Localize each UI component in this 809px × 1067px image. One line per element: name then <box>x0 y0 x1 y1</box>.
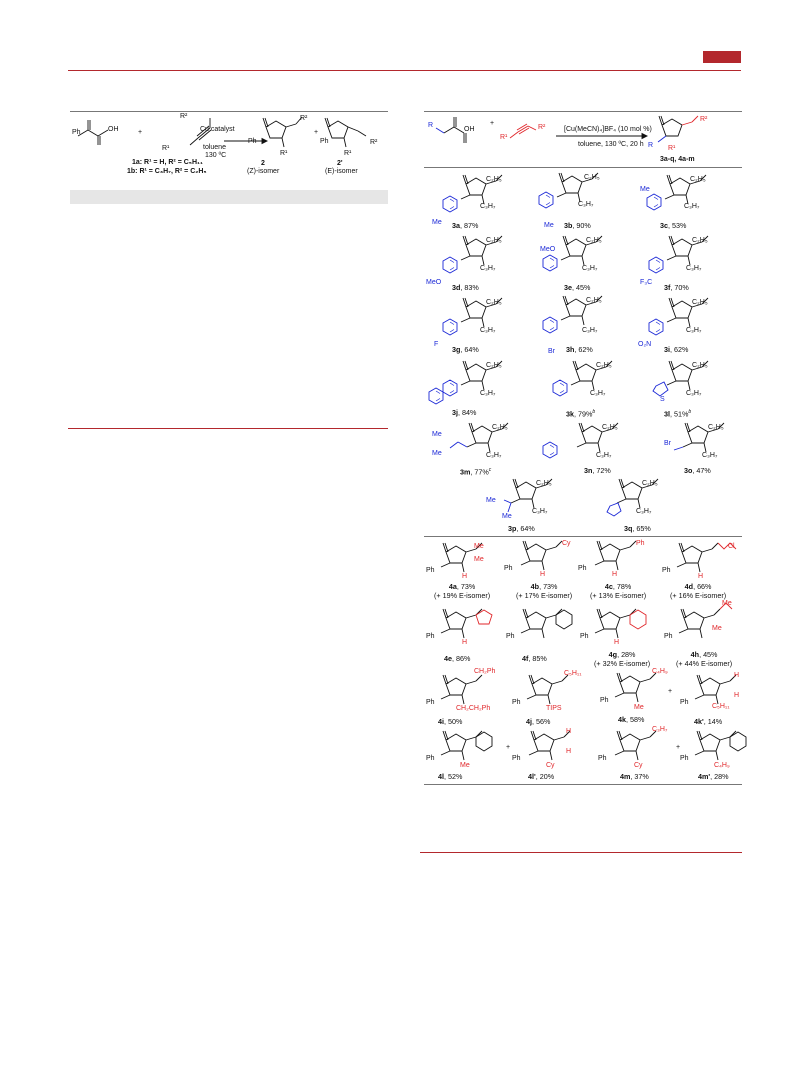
right-product-label: 3a-q, 4a-m <box>660 156 695 163</box>
caption-4d: 4d, 66% (+ 16% E-isomer) <box>670 582 727 600</box>
4b-h: H <box>540 571 546 578</box>
left-oh-fragment: OH <box>108 126 119 133</box>
4c-h: H <box>612 571 618 578</box>
3c-c2h5: C₂H₅ <box>690 176 706 183</box>
4k-me: Me <box>634 704 644 711</box>
3f-substituent: F₃C <box>640 279 653 286</box>
3q-c3h7: C₃H₇ <box>636 508 652 515</box>
4g-ph: Ph <box>580 633 589 640</box>
3a-substituent: Me <box>432 219 442 226</box>
caption-3n: 3n, 72% <box>584 466 611 475</box>
right-conditions: toluene, 130 ºC, 20 h <box>578 141 644 148</box>
3m-me-bottom: Me <box>432 450 442 457</box>
4kp-ph: Ph <box>680 699 689 706</box>
3l-c3h7: C₃H₇ <box>686 390 702 397</box>
right-plus-sign: + <box>490 120 495 127</box>
caption-4f: 4f, 85% <box>522 654 547 663</box>
3g-substituent: F <box>434 341 439 348</box>
4m-ph: Ph <box>598 755 607 762</box>
scheme-bottom-rule <box>424 784 742 785</box>
3j-c2h5: C₂H₅ <box>486 362 502 369</box>
structure-4f <box>516 606 586 646</box>
4kp-h-bottom: H <box>734 692 740 699</box>
compound-1a-label: 1a: R¹ = H, R² = C₅H₁₁ <box>132 159 203 166</box>
3o-substituent: Br <box>664 440 671 447</box>
4b-ph: Ph <box>504 565 513 572</box>
4a-me-bottom: Me <box>474 556 484 563</box>
right-product-r2: R² <box>700 116 708 123</box>
structure-4h <box>674 606 744 646</box>
4a-ph: Ph <box>426 567 435 574</box>
3i-substituent: O₂N <box>638 341 652 348</box>
4e-h: H <box>462 639 468 646</box>
caption-4i: 4i, 50% <box>438 717 463 726</box>
3c-c3h7: C₃H₇ <box>684 203 700 210</box>
3n-c2h5: C₂H₅ <box>602 424 618 431</box>
caption-3m: 3m, 77%$^c$ <box>460 467 492 477</box>
right-product-r: R <box>648 142 654 149</box>
4k-c4h9: C₄H₉ <box>652 668 668 675</box>
4i-ch2ph: CH₂Ph <box>474 668 496 675</box>
3i-c2h5: C₂H₅ <box>692 299 708 306</box>
3p-me-bottom: Me <box>502 513 512 520</box>
caption-3c: 3c, 53% <box>660 221 687 230</box>
structure-4l <box>436 728 506 768</box>
3k-c3h7: C₃H₇ <box>590 390 606 397</box>
3d-c3h7: C₃H₇ <box>480 265 496 272</box>
4lp-h-bottom: H <box>566 748 572 755</box>
left-plus-sign-2: + <box>314 129 319 136</box>
caption-4a: 4a, 73% (+ 19% E-isomer) <box>434 582 491 600</box>
3e-c3h7: C₃H₇ <box>582 265 598 272</box>
left-alkyne-r2: R² <box>180 113 188 120</box>
caption-4m-prime: 4m', 28% <box>698 772 729 781</box>
4h-me-top: Me <box>722 600 732 607</box>
4i-ch2ch2ph: CH₂CH₂Ph <box>456 705 491 712</box>
4k-ph: Ph <box>600 697 609 704</box>
4lp-h-top: H <box>566 728 572 735</box>
left-column-section-rule <box>68 428 388 429</box>
caption-3e: 3e, 45% <box>564 283 591 292</box>
4l-me: Me <box>460 762 470 769</box>
right-oh-fragment: OH <box>464 126 475 133</box>
left-ph-fragment: Ph <box>72 129 81 136</box>
series-3-divider <box>424 536 742 537</box>
4h-ph: Ph <box>664 633 673 640</box>
caption-4m: 4m, 37% <box>620 772 649 781</box>
table-header-band <box>70 190 388 204</box>
product-2-label: 2 <box>261 160 265 167</box>
product-2-r1: R¹ <box>280 150 288 157</box>
4c-ph: Ph <box>636 540 645 547</box>
product-2-isomer: (Z)-isomer <box>247 168 280 175</box>
3f-c2h5: C₂H₅ <box>692 237 708 244</box>
right-reagent: [Cu(MeCN)₄]BF₄ (10 mol %) <box>564 126 652 133</box>
4lp-cy: Cy <box>546 762 555 769</box>
caption-4b: 4b, 73% (+ 17% E-isomer) <box>516 582 573 600</box>
caption-3p: 3p, 64% <box>508 524 535 533</box>
3h-c2h5: C₂H₅ <box>586 297 602 304</box>
3b-c3h7: C₃H₇ <box>578 201 594 208</box>
3h-c3h7: C₃H₇ <box>582 327 598 334</box>
3a-c2h5: C₂H₅ <box>486 176 502 183</box>
right-reaction-scheme <box>424 112 744 164</box>
plus-4m: + <box>676 744 681 751</box>
caption-4l: 4l, 52% <box>438 772 463 781</box>
right-r-group: R <box>428 122 434 129</box>
caption-3f: 3f, 70% <box>664 283 689 292</box>
4m-c3h7: C₃H₇ <box>652 726 668 733</box>
3o-c2h5: C₂H₅ <box>708 424 724 431</box>
3d-substituent: MeO <box>426 279 442 286</box>
4a-h: H <box>462 573 468 580</box>
caption-3b: 3b, 90% <box>564 221 591 230</box>
4c-ph-ring: Ph <box>578 565 587 572</box>
4j-tips: TIPS <box>546 705 562 712</box>
3c-substituent: Me <box>640 186 650 193</box>
caption-3h: 3h, 62% <box>566 345 593 354</box>
4h-me-bottom: Me <box>712 625 722 632</box>
3g-c3h7: C₃H₇ <box>480 327 496 334</box>
3p-c3h7: C₃H₇ <box>532 508 548 515</box>
caption-3g: 3g, 64% <box>452 345 479 354</box>
caption-3a: 3a, 87% <box>452 221 479 230</box>
4g-h: H <box>614 639 620 646</box>
product-2p-r2: R² <box>370 139 378 146</box>
3e-c2h5: C₂H₅ <box>586 237 602 244</box>
3b-substituent: Me <box>544 222 554 229</box>
3f-c3h7: C₃H₇ <box>686 265 702 272</box>
product-2p-isomer: (E)-isomer <box>325 168 358 175</box>
caption-4j: 4j, 56% <box>526 717 551 726</box>
caption-4k-prime: 4k', 14% <box>694 717 723 726</box>
4kp-h-top: H <box>734 672 740 679</box>
3g-c2h5: C₂H₅ <box>486 299 502 306</box>
3e-substituent: MeO <box>540 246 556 253</box>
3h-substituent: Br <box>548 348 555 355</box>
4l-ph: Ph <box>426 755 435 762</box>
4e-ph: Ph <box>426 633 435 640</box>
left-alkyne-r1: R¹ <box>162 145 170 152</box>
structure-4g <box>590 606 660 646</box>
4d-cl: Cl <box>728 543 735 550</box>
plus-4l: + <box>506 744 511 751</box>
3l-c2h5: C₂H₅ <box>692 362 708 369</box>
header-rule <box>68 70 741 71</box>
left-plus-sign: + <box>138 129 143 136</box>
caption-4l-prime: 4l', 20% <box>528 772 555 781</box>
3m-c3h7: C₃H₇ <box>486 452 502 459</box>
3i-c3h7: C₃H₇ <box>686 327 702 334</box>
caption-3o: 3o, 47% <box>684 466 711 475</box>
right-scheme-divider <box>424 167 742 168</box>
caption-3k: 3k, 79%$^b$ <box>566 409 596 419</box>
3j-c3h7: C₃H₇ <box>480 390 496 397</box>
caption-3l: 3l, 51%$^b$ <box>664 409 692 419</box>
4m-cy: Cy <box>634 762 643 769</box>
caption-4c: 4c, 78% (+ 13% E-isomer) <box>590 582 647 600</box>
product-2-ph: Ph <box>248 138 257 145</box>
4lp-ph: Ph <box>512 755 521 762</box>
caption-3d: 3d, 83% <box>452 283 479 292</box>
product-2-r2: R² <box>300 115 308 122</box>
right-alkyne-r1: R¹ <box>500 134 508 141</box>
4a-me-top: Me <box>474 543 484 550</box>
header-accent-tab <box>703 51 741 63</box>
4f-ph: Ph <box>506 633 515 640</box>
caption-4h: 4h, 45% (+ 44% E-isomer) <box>676 650 733 668</box>
3n-c3h7: C₃H₇ <box>596 452 612 459</box>
3o-c3h7: C₃H₇ <box>702 452 718 459</box>
left-solvent-label: toluene <box>203 144 226 151</box>
product-2p-label: 2' <box>337 160 343 167</box>
plus-4k: + <box>668 688 673 695</box>
3p-c2h5: C₂H₅ <box>536 480 552 487</box>
3b-c2h5: C₂H₅ <box>584 174 600 181</box>
caption-3q: 3q, 65% <box>624 524 651 533</box>
4j-c5h11: C₅H₁₁ <box>564 670 582 677</box>
right-column-section-rule <box>420 852 742 853</box>
4j-ph: Ph <box>512 699 521 706</box>
caption-3j: 3j, 84% <box>452 408 477 417</box>
3d-c2h5: C₂H₅ <box>486 237 502 244</box>
structure-4e <box>436 606 506 646</box>
product-2p-ph: Ph <box>320 138 329 145</box>
right-product-r1: R¹ <box>668 145 676 152</box>
4d-ph: Ph <box>662 567 671 574</box>
3a-c3h7: C₃H₇ <box>480 203 496 210</box>
3l-substituent: S <box>660 396 665 403</box>
3k-c2h5: C₂H₅ <box>596 362 612 369</box>
4mp-c4h9: C₄H₉ <box>714 762 730 769</box>
3q-c2h5: C₂H₅ <box>642 480 658 487</box>
left-temp-label: 130 ºC <box>205 152 227 159</box>
4d-h: H <box>698 573 704 580</box>
right-alkyne-r2: R² <box>538 124 546 131</box>
3m-c2h5: C₂H₅ <box>492 424 508 431</box>
product-2p-r1: R¹ <box>344 150 352 157</box>
caption-4g: 4g, 28% (+ 32% E-isomer) <box>594 650 651 668</box>
4mp-ph: Ph <box>680 755 689 762</box>
caption-3i: 3i, 62% <box>664 345 689 354</box>
left-reagent-label: Cu catalyst <box>200 126 235 133</box>
caption-4k: 4k, 58% <box>618 715 645 724</box>
4i-ph: Ph <box>426 699 435 706</box>
3m-me-top: Me <box>432 431 442 438</box>
caption-4e: 4e, 86% <box>444 654 471 663</box>
compound-1b-label: 1b: R¹ = C₃H₇, R² = C₂H₅ <box>127 168 207 175</box>
3p-me-left: Me <box>486 497 496 504</box>
4kp-c5h11: C₅H₁₁ <box>712 703 730 710</box>
4b-cy: Cy <box>562 540 571 547</box>
